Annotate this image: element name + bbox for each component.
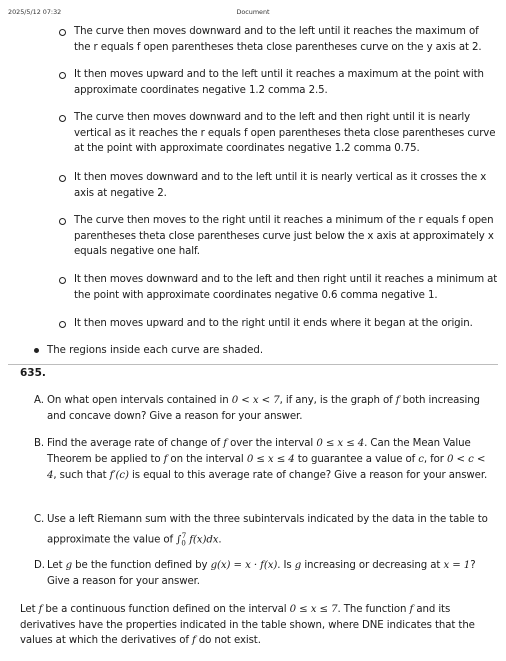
list-item: [47, 343, 487, 359]
list-item-text: The regions inside each curve are shaded.: [47, 345, 264, 356]
paragraph-text: and its derivatives have the properties indicated in the table shown, where DNE indicates that the values at which the derivatives of: [20, 604, 475, 646]
hollow-bullet-icon: [59, 175, 66, 182]
part-letter: B.: [34, 438, 45, 449]
list-item: [74, 213, 498, 260]
part-text: .: [218, 534, 222, 546]
problem-part-b: [34, 436, 497, 484]
function-symbol: g: [294, 560, 302, 571]
function-symbol: f: [191, 635, 196, 646]
function-symbol: g: [65, 560, 73, 571]
list-item-text: The curve then moves to the right until it reaches a minimum of the r equals f open parentheses theta close parentheses curve just below the x axis at approximately x equals negative one half.: [74, 215, 494, 257]
section-divider: [8, 364, 498, 365]
part-text: on the interval: [167, 454, 247, 465]
part-text: both increasing and concave down? Give a reason for your answer.: [47, 395, 480, 422]
math-expression: 0 < c < 4: [47, 454, 486, 481]
function-symbol: f: [409, 604, 414, 615]
hollow-bullet-icon: [59, 29, 66, 36]
paragraph-text: do not exist.: [195, 635, 261, 646]
integral-lower-limit: 0: [181, 539, 186, 548]
filled-bullet-icon: [34, 348, 39, 353]
part-text: is equal to this average rate of change? Give a reason for your answer.: [128, 470, 488, 481]
problem-part-c: [34, 512, 497, 551]
list-item-text: It then moves upward and to the right until it ends where it began at the origin.: [74, 318, 473, 329]
list-item: [74, 67, 498, 98]
part-text: ? Give a reason for your answer.: [47, 560, 476, 587]
print-header: [0, 8, 506, 20]
function-symbol: f: [223, 438, 227, 449]
part-text: On what open intervals contained in: [47, 395, 232, 406]
hollow-bullet-icon: [59, 115, 66, 122]
math-expression: 0 < x < 7: [231, 395, 280, 406]
paragraph-text: Let: [20, 604, 39, 615]
list-item-text: It then moves downward and to the left until it is nearly vertical as it crosses the x axis at negative 2.: [74, 172, 487, 199]
function-symbol: f: [395, 395, 400, 406]
integral-upper-limit: 7: [181, 532, 187, 540]
math-expression: g(x) = x · f(x): [210, 560, 278, 571]
list-item: [74, 316, 498, 332]
math-expression: 0 ≤ x ≤ 4: [316, 438, 365, 449]
part-text: , if any, is the graph of: [279, 395, 396, 406]
part-text: , for: [423, 454, 448, 465]
problem-part-d: [34, 558, 497, 590]
math-variable: c: [418, 454, 424, 465]
part-text: Let: [47, 560, 66, 571]
problem-intro-paragraph: [20, 602, 498, 649]
problem-part-a: [34, 393, 497, 425]
math-expression: f(x)dx: [189, 534, 219, 546]
part-text: , such that: [53, 470, 110, 481]
part-text: increasing or decreasing at: [301, 560, 444, 571]
hollow-bullet-icon: [59, 277, 66, 284]
part-letter: C.: [34, 514, 45, 525]
list-item-text: It then moves downward and to the left and then right until it reaches a minimum at the point with approximate coordinates negative 0.6 comma negative 1.: [74, 274, 498, 301]
integral-sign: ∫: [176, 534, 182, 546]
hollow-bullet-icon: [59, 321, 66, 328]
hollow-bullet-icon: [59, 72, 66, 79]
part-text: over the interval: [226, 438, 317, 449]
part-text: Find the average rate of change of: [47, 438, 224, 449]
part-text: . Is: [277, 560, 295, 571]
part-text: be the function defined by: [72, 560, 211, 571]
math-expression: f′(c): [109, 470, 129, 481]
hollow-bullet-icon: [59, 218, 66, 225]
list-item: [74, 110, 498, 157]
paragraph-text: . The function: [337, 604, 410, 615]
print-datetime: 2025/5/12 07:32: [8, 8, 62, 16]
list-item-text: It then moves upward and to the left until it reaches a maximum at the point with approximate coordinates negative 1.2 comma 2.5.: [74, 69, 484, 96]
math-expression: 0 ≤ x ≤ 7: [289, 604, 338, 615]
part-text: to guarantee a value of: [294, 454, 419, 465]
list-item-text: The curve then moves downward and to the left until it reaches the maximum of the r equals f open parentheses theta close parentheses curve on the y axis at 2.: [74, 26, 482, 53]
math-expression: x = 1: [443, 560, 471, 571]
part-text: . Can the Mean Value Theorem be applied to: [47, 438, 471, 465]
list-item: [74, 170, 498, 201]
part-text: Use a left Riemann sum with the three subintervals indicated by the data in the table to approximate the value of: [47, 514, 488, 546]
part-letter: A.: [34, 395, 44, 406]
math-expression: 0 ≤ x ≤ 4: [246, 454, 295, 465]
function-symbol: f: [38, 604, 43, 615]
paragraph-text: be a continuous function defined on the interval: [42, 604, 290, 615]
function-symbol: f: [163, 454, 168, 465]
list-item: [74, 272, 498, 303]
part-letter: D.: [34, 560, 45, 571]
problem-number: 635.: [20, 367, 46, 379]
list-item: [74, 24, 498, 55]
print-document-title: Document: [236, 8, 270, 16]
list-item-text: The curve then moves downward and to the left and then right until it is nearly vertical as it reaches the r equals f open parentheses theta close parentheses curve at the point with approximate coordinates negative 1.2 comma 0.75.: [74, 112, 496, 154]
